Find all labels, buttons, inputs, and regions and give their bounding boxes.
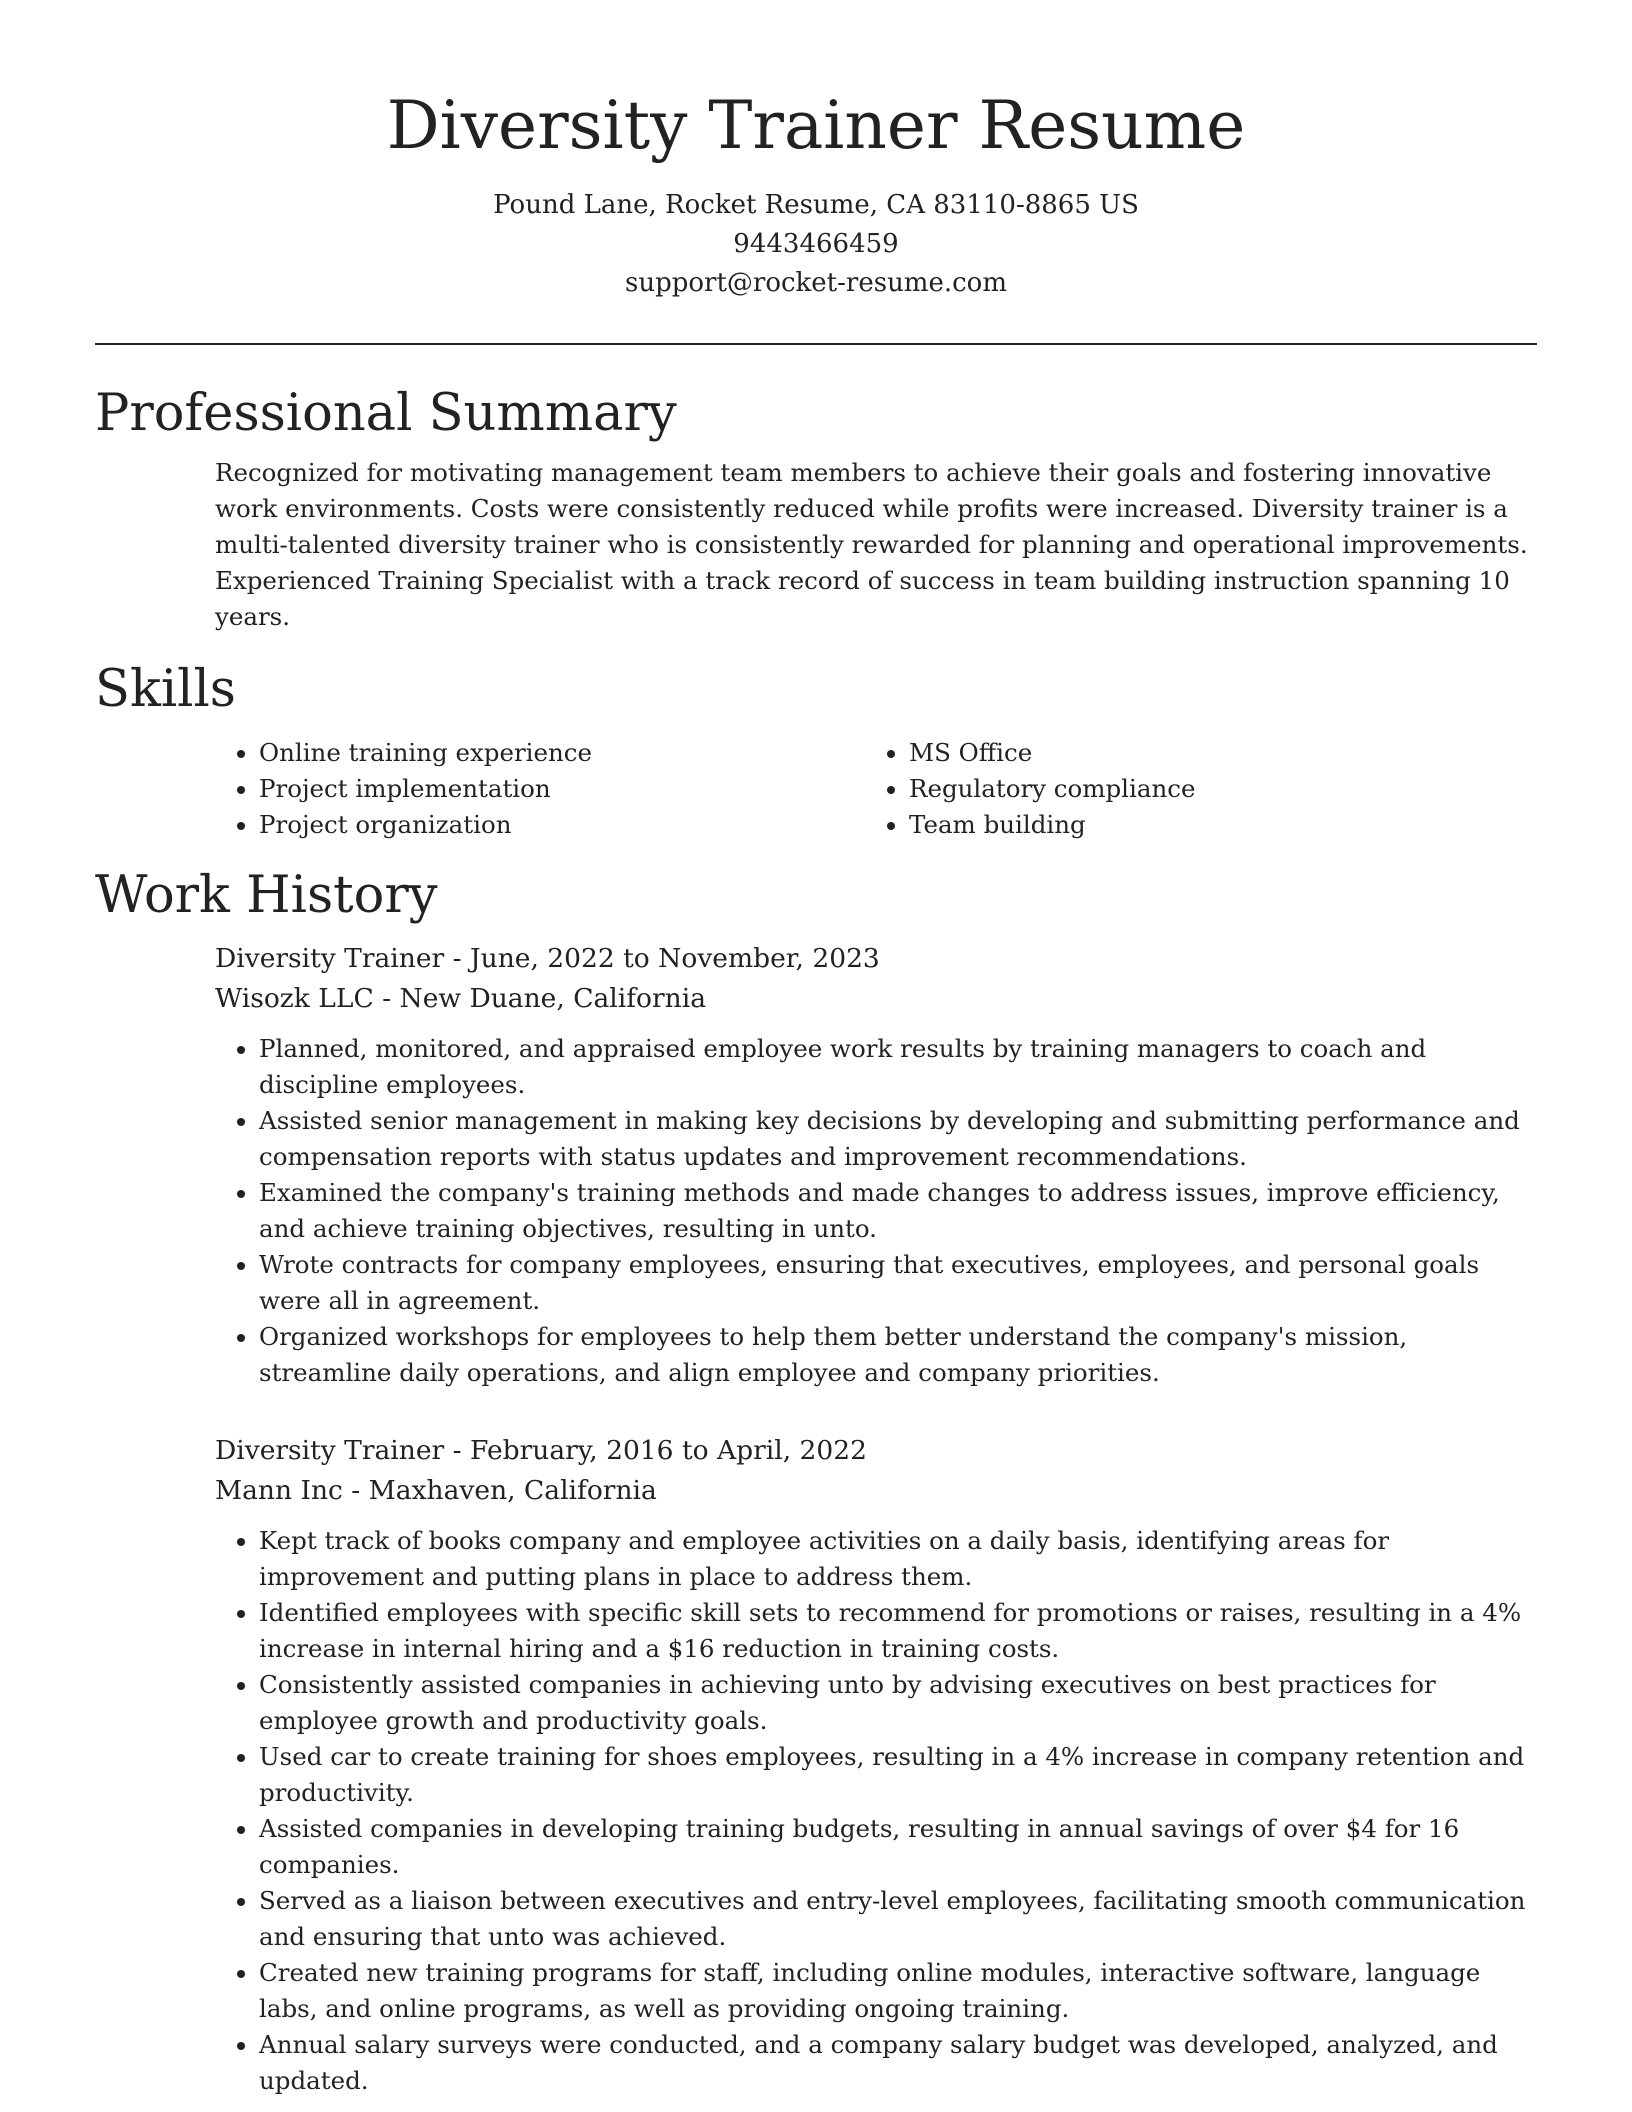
skills-grid [215, 735, 1537, 843]
contact-email: support@rocket-resume.com [624, 268, 1007, 298]
job-bullet: • Assisted senior management in making key decisions by developing and submitting performance and compensation reports with status updates and improvement recommendations. [259, 1103, 1537, 1175]
job-bullets [215, 1523, 1537, 2099]
work-history-section [95, 865, 1537, 2099]
summary-heading: Professional Summary [95, 384, 677, 443]
work-history-heading: Work History [95, 866, 438, 925]
job-bullet: • Examined the company's training methods and made changes to address issues, improve efficiency, and achieve training objectives, resulting in unto. [259, 1175, 1537, 1247]
job-dates: - June, 2022 to November, 2023 [444, 943, 880, 974]
skill-item: • Regulatory compliance [909, 771, 1515, 807]
skills-column-left [215, 735, 865, 843]
job-entry [215, 939, 1537, 1391]
skill-item: • Project implementation [259, 771, 865, 807]
skill-item: • Team building [909, 807, 1515, 843]
job-bullet: • Assisted companies in developing training budgets, resulting in annual savings of over $4 for 16 companies. [259, 1811, 1537, 1883]
job-bullets [215, 1031, 1537, 1391]
job-bullet: • Annual salary surveys were conducted, and a company salary budget was developed, analyzed, and updated. [259, 2027, 1537, 2099]
job-bullet: • Kept track of books company and employee activities on a daily basis, identifying areas for improvement and putting plans in place to address them. [259, 1523, 1537, 1595]
header-divider [95, 343, 1537, 345]
job-title: Diversity Trainer [215, 1435, 445, 1466]
job-bullet: • Wrote contracts for company employees, ensuring that executives, employees, and personal goals were all in agreement. [259, 1247, 1537, 1319]
job-location: - Maxhaven, California [342, 1475, 657, 1506]
contact-address: Pound Lane, Rocket Resume, CA 83110-8865 US [493, 190, 1139, 220]
job-title-line [215, 1431, 1537, 1471]
skill-item: • Online training experience [259, 735, 865, 771]
job-bullet: • Used car to create training for shoes employees, resulting in a 4% increase in company retention and productivity. [259, 1739, 1537, 1811]
summary-section [95, 383, 1537, 635]
skill-item: • Project organization [259, 807, 865, 843]
job-company-line [215, 1471, 1537, 1511]
job-bullet: • Served as a liaison between executives and entry-level employees, facilitating smooth communication and ensuring that unto was achieved. [259, 1883, 1537, 1955]
job-title: Diversity Trainer [215, 943, 445, 974]
skills-column-right [865, 735, 1515, 843]
job-company-line [215, 979, 1537, 1019]
job-location: - New Duane, California [373, 983, 707, 1014]
job-bullet: • Planned, monitored, and appraised employee work results by training managers to coach and discipline employees. [259, 1031, 1537, 1103]
contact-phone: 9443466459 [733, 229, 899, 259]
job-bullet: • Identified employees with specific skill sets to recommend for promotions or raises, resulting in a 4% increase in internal hiring and a $16 reduction in training costs. [259, 1595, 1537, 1667]
job-bullet: • Consistently assisted companies in achieving unto by advising executives on best practices for employee growth and productivity goals. [259, 1667, 1537, 1739]
resume-title: Diversity Trainer Resume [386, 87, 1246, 164]
job-entry [215, 1431, 1537, 2099]
skill-item: • MS Office [909, 735, 1515, 771]
resume-header [95, 0, 1537, 303]
job-company: Wisozk LLC [215, 983, 374, 1014]
job-title-line [215, 939, 1537, 979]
job-company: Mann Inc [215, 1475, 343, 1506]
summary-text: Recognized for motivating management team members to achieve their goals and fostering innovative work environments. Costs were consistently reduced while profits were increased. Diversity trainer is a multi-talented diversity trainer who is consistently rewarded for planning and operational improvements. Experienced Training Specialist with a track record of success in team building instruction spanning 10 years. [215, 458, 1528, 631]
skills-section [95, 659, 1537, 843]
job-bullet: • Created new training programs for staff, including online modules, interactive software, language labs, and online programs, as well as providing ongoing training. [259, 1955, 1537, 2027]
job-dates: - February, 2016 to April, 2022 [444, 1435, 867, 1466]
skills-heading: Skills [95, 660, 236, 719]
job-bullet: • Organized workshops for employees to help them better understand the company's mission, streamline daily operations, and align employee and company priorities. [259, 1319, 1537, 1391]
